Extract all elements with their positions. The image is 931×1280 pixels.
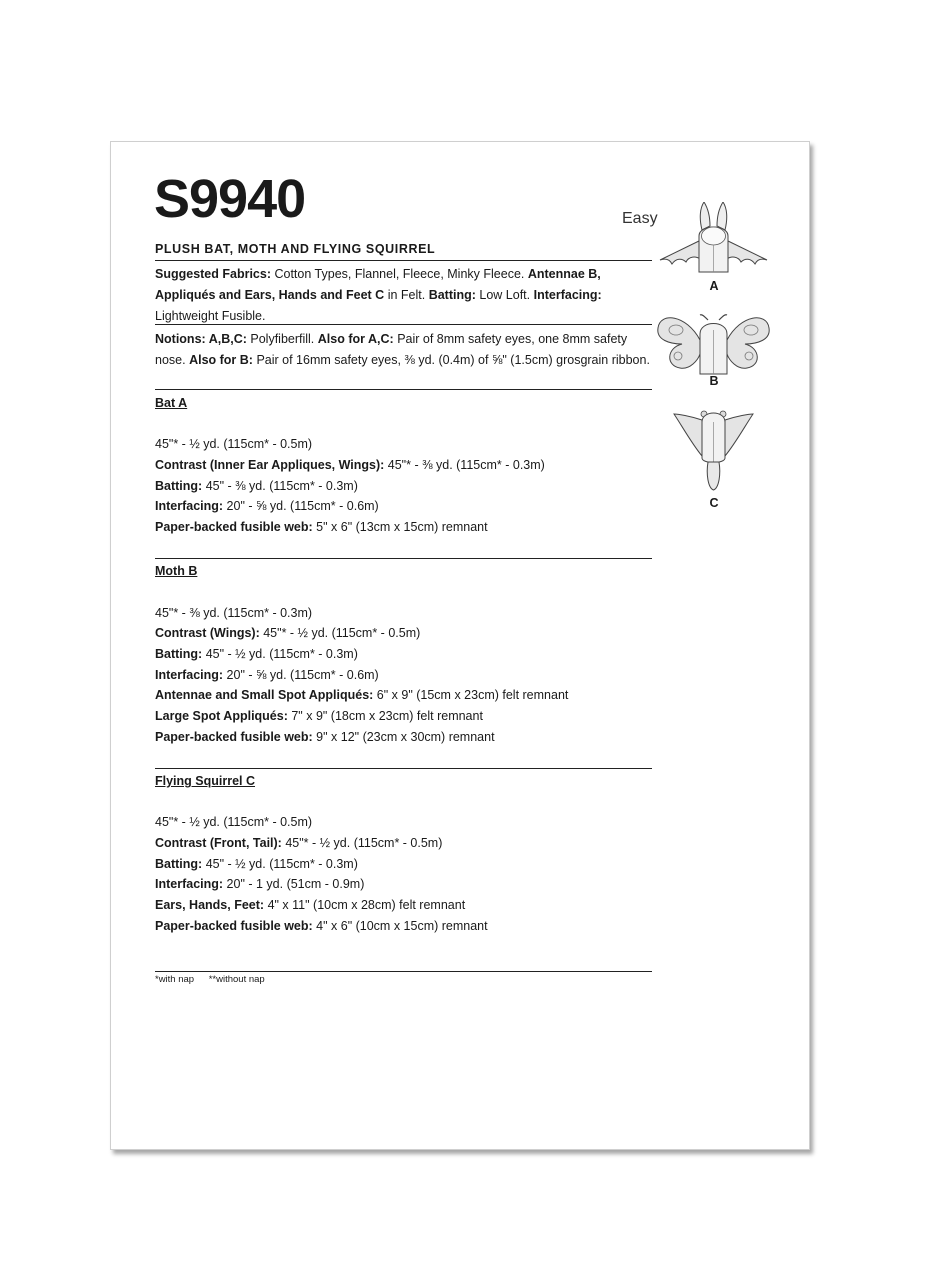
yardage-line: Batting: 45" - ½ yd. (115cm* - 0.3m): [155, 647, 358, 661]
pattern-envelope-back: [110, 141, 810, 1150]
yardage-line: Paper-backed fusible web: 4" x 6" (10cm x 15cm) remnant: [155, 919, 488, 933]
flying-squirrel-illustration-icon: [656, 408, 771, 493]
view-label-c: C: [709, 496, 719, 510]
notions-b-text: Pair of 16mm safety eyes, ⅜ yd. (0.4m) of ⅝" (1.5cm) grosgrain ribbon.: [256, 353, 650, 367]
suggested-fabrics: [155, 264, 652, 327]
notions-b-label: Also for B:: [189, 353, 253, 367]
notions-ac-text: Pair of 8mm safety eyes, one 8mm safety nose.: [155, 332, 628, 367]
yardage-main: 45"* - ½ yd. (115cm* - 0.5m): [155, 815, 313, 829]
yardage-line: Contrast (Inner Ear Appliques, Wings): 45"* - ⅜ yd. (115cm* - 0.3m): [155, 458, 545, 472]
batting-text: Low Loft.: [479, 288, 531, 302]
fabrics-label: Suggested Fabrics:: [155, 267, 271, 281]
pattern-code: S9940: [154, 169, 306, 229]
yardage-line: Interfacing: 20" - ⅝ yd. (115cm* - 0.6m): [155, 668, 379, 682]
yardage-line: Interfacing: 20" - 1 yd. (51cm - 0.9m): [155, 877, 365, 891]
moth-illustration-icon: [656, 310, 771, 375]
notions-ac-label: Also for A,C:: [317, 332, 394, 346]
yardage-line: Antennae and Small Spot Appliqués: 6" x 9" (15cm x 23cm) felt remnant: [155, 688, 569, 702]
divider: [155, 389, 652, 390]
notions-label: Notions: A,B,C:: [155, 332, 247, 346]
notions-text: Polyfiberfill.: [250, 332, 315, 346]
yardage-line: Contrast (Front, Tail): 45"* - ½ yd. (115cm* - 0.5m): [155, 836, 443, 850]
divider: [155, 260, 652, 261]
section-heading-squirrel: Flying Squirrel C: [155, 774, 256, 788]
divider: [155, 324, 652, 325]
bat-illustration-icon: [656, 202, 771, 277]
footnote-with-nap: *with nap: [155, 974, 195, 985]
divider: [155, 558, 652, 559]
yardage-main: 45"* - ½ yd. (115cm* - 0.5m): [155, 437, 313, 451]
yardage-main: 45"* - ⅜ yd. (115cm* - 0.3m): [155, 606, 313, 620]
yardage-line: Interfacing: 20" - ⅝ yd. (115cm* - 0.6m): [155, 499, 379, 513]
yardage-line: Batting: 45" - ½ yd. (115cm* - 0.3m): [155, 857, 358, 871]
interfacing-label: Interfacing:: [533, 288, 602, 302]
felt-parts-label: Antennae B, Appliqués and Ears, Hands and Feet C: [155, 267, 601, 302]
section-heading-moth: Moth B: [155, 564, 198, 578]
view-label-b: B: [709, 374, 719, 388]
batting-label: Batting:: [428, 288, 476, 302]
footnotes: [155, 974, 277, 985]
yardage-line: Ears, Hands, Feet: 4" x 11" (10cm x 28cm) felt remnant: [155, 898, 466, 912]
yardage-line: Contrast (Wings): 45"* - ½ yd. (115cm* - 0.5m): [155, 626, 421, 640]
divider: [155, 768, 652, 769]
difficulty-label: Easy: [622, 210, 658, 227]
view-label-a: A: [709, 279, 719, 293]
notions: [155, 329, 652, 371]
yardage-line: Large Spot Appliqués: 7" x 9" (18cm x 23cm) felt remnant: [155, 709, 483, 723]
fabrics-text: Cotton Types, Flannel, Fleece, Minky Fleece.: [274, 267, 525, 281]
section-heading-bat: Bat A: [155, 396, 188, 410]
footnote-without-nap: **without nap: [208, 974, 265, 985]
yardage-line: Paper-backed fusible web: 9" x 12" (23cm x 30cm) remnant: [155, 730, 495, 744]
pattern-title: PLUSH BAT, MOTH AND FLYING SQUIRREL: [155, 242, 436, 256]
divider: [155, 971, 652, 972]
interfacing-text: Lightweight Fusible.: [155, 309, 266, 323]
felt-text: in Felt.: [387, 288, 426, 302]
yardage-line: Batting: 45" - ⅜ yd. (115cm* - 0.3m): [155, 479, 358, 493]
yardage-line: Paper-backed fusible web: 5" x 6" (13cm x 15cm) remnant: [155, 520, 488, 534]
